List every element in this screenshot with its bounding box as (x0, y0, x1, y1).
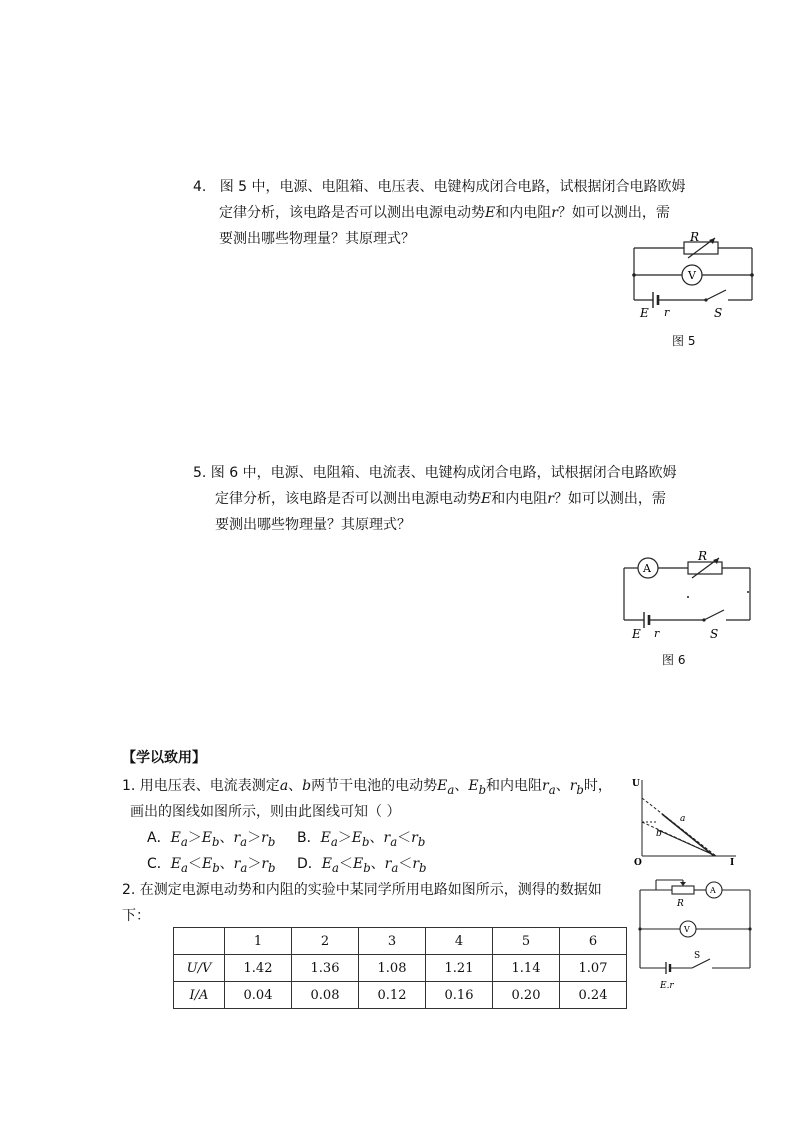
q4-text: ？如可以测出，需 (557, 205, 670, 221)
table-row (174, 982, 627, 1009)
sym: ＜ (398, 856, 413, 872)
table-cell: 2 (292, 928, 359, 955)
label-S: S (710, 627, 719, 641)
q4-E-symbol: E (485, 205, 496, 221)
p1-option-C (147, 854, 276, 878)
sym: E (321, 856, 333, 872)
sym: E (320, 830, 331, 846)
table-cell: 3 (359, 928, 426, 955)
q4-line-2 (219, 203, 670, 223)
q4-text: 和内电阻 (495, 205, 552, 221)
p1-text: 1. 用电压表、电流表测定 (122, 778, 280, 794)
sym: a (332, 860, 339, 875)
p1-text: 和内电阻 (486, 778, 543, 794)
p1-line-1 (122, 776, 612, 800)
sym: 、 (219, 856, 234, 872)
table-cell: 0.20 (493, 982, 560, 1009)
sym: b (362, 834, 370, 849)
q5-line-3: 要测出哪些物理量？其原理式？ (215, 517, 411, 533)
sym: a (180, 834, 188, 849)
p1-sub-b: b (576, 782, 584, 797)
sym: r (261, 856, 269, 872)
option-B-label: B． (297, 830, 321, 846)
section-title: 【学以致用】 (122, 750, 206, 766)
q5-r-symbol: r (547, 491, 554, 507)
sym: r (411, 830, 418, 846)
table-cell: 0.08 (292, 982, 359, 1009)
table-row (174, 955, 627, 982)
sym: E (351, 830, 363, 846)
q5-E-symbol: E (481, 491, 492, 507)
table-cell: 1 (225, 928, 292, 955)
sym: b (417, 834, 426, 849)
figure-5-caption: 图 5 (672, 334, 696, 348)
rheostat-R (672, 886, 694, 894)
label-S: S (714, 306, 723, 320)
table-header-row (174, 928, 627, 955)
axis-I: I (730, 858, 735, 866)
label-r: r (664, 306, 670, 319)
p1-option-D (297, 854, 427, 878)
sym: r (233, 830, 241, 846)
q4-line-3: 要测出哪些物理量？其原理式？ (219, 231, 415, 247)
sym: b (212, 860, 220, 875)
table-cell: 1.42 (225, 955, 292, 982)
option-C-label: C． (147, 856, 171, 872)
sym: r (261, 830, 268, 846)
label-E: E (640, 306, 649, 320)
p1-a: a (279, 778, 289, 794)
label-r: r (654, 627, 660, 640)
p1-sub-b: b (478, 782, 487, 797)
sym: b (419, 860, 427, 875)
label-V: V (688, 269, 696, 282)
p2-circuit (630, 872, 760, 994)
q5-text: 定律分析，该电路是否可以测出电源电动势 (215, 491, 481, 507)
p1-options-AB (147, 828, 275, 852)
sym: E (201, 856, 213, 872)
label-R: R (690, 230, 700, 244)
p2-line-2: 下： (122, 908, 150, 924)
p1-line-2: 画出的图线如图所示，则由此图线可知（ ） (130, 804, 401, 820)
sym: 、 (219, 830, 234, 846)
figure-5-circuit (628, 230, 758, 322)
label-b: b (656, 829, 662, 839)
p1-ra: r (542, 778, 549, 794)
p1-text: 两节干电池的电动势 (311, 778, 438, 794)
origin-O: O (634, 858, 642, 866)
p1-rb: r (569, 778, 577, 794)
label-S: S (694, 951, 701, 961)
table-cell: 4 (426, 928, 493, 955)
table-cell: 0.12 (359, 982, 426, 1009)
p1-Ea: E (437, 778, 448, 794)
row-label-I: I/A (174, 982, 225, 1009)
p1-option-B (297, 828, 425, 852)
figure-6-circuit (620, 548, 760, 644)
sym: a (390, 834, 398, 849)
sym: r (383, 830, 391, 846)
sym: ＞ (247, 856, 262, 872)
sym: 、 (369, 830, 384, 846)
option-D-label: D． (297, 856, 322, 872)
sym: a (240, 834, 248, 849)
label-Er: E.r (660, 981, 674, 991)
sym: b (363, 860, 371, 875)
p1-sub-a: a (548, 782, 556, 797)
q4-line-1: 4. 图 5 中，电源、电阻箱、电压表、电键构成闭合电路，试根据闭合电路欧姆 (193, 179, 686, 195)
q4-r-symbol: r (551, 205, 558, 221)
p1-b: b (302, 778, 312, 794)
sym: ＞ (337, 830, 352, 846)
table-cell: 1.14 (493, 955, 560, 982)
p1-sep: 、 (454, 778, 469, 794)
table-cell: 1.08 (359, 955, 426, 982)
label-V: V (684, 925, 690, 934)
figure-6-caption: 图 6 (662, 653, 686, 667)
sym: a (391, 860, 399, 875)
label-R: R (698, 549, 708, 563)
label-A: A (710, 886, 716, 895)
table-cell: 0.16 (426, 982, 493, 1009)
ui-graph (630, 770, 750, 866)
sym: ＞ (187, 830, 202, 846)
sym: ＞ (247, 830, 262, 846)
table-cell: 6 (560, 928, 627, 955)
sym: r (412, 856, 420, 872)
p1-text: 时， (583, 778, 612, 794)
table-cell: 1.36 (292, 955, 359, 982)
sym: ＜ (397, 830, 412, 846)
p1-Eb: E (468, 778, 479, 794)
sym: E (170, 830, 181, 846)
q5-text: 和内电阻 (491, 491, 548, 507)
sym: E (352, 856, 364, 872)
sym: b (267, 834, 276, 849)
p1-sep: 、 (555, 778, 570, 794)
sym: E (201, 830, 212, 846)
sym: a (330, 834, 338, 849)
table-cell: 0.24 (560, 982, 627, 1009)
data-table (173, 927, 627, 1009)
sym: b (212, 834, 220, 849)
p1-sep: 、 (288, 778, 303, 794)
sym: E (170, 856, 182, 872)
table-cell: 1.07 (560, 955, 627, 982)
sym: 、 (370, 856, 385, 872)
label-a: a (680, 814, 686, 824)
q5-text: ？如可以测出，需 (553, 491, 666, 507)
sym: r (384, 856, 392, 872)
label-R: R (677, 899, 684, 909)
table-cell: 5 (493, 928, 560, 955)
label-E: E (632, 627, 641, 641)
row-label-U: U/V (174, 955, 225, 982)
table-cell: 1.21 (426, 955, 493, 982)
sym: r (233, 856, 241, 872)
sym: ＜ (187, 856, 202, 872)
q5-line-1: 5. 图 6 中，电源、电阻箱、电流表、电键构成闭合电路，试根据闭合电路欧姆 (193, 465, 677, 481)
q5-line-2 (215, 489, 666, 509)
axis-U: U (632, 779, 640, 789)
table-cell: 0.04 (225, 982, 292, 1009)
p2-line-1: 2. 在测定电源电动势和内阻的实验中某同学所用电路如图所示，测得的数据如 (122, 882, 602, 898)
q4-text: 定律分析，该电路是否可以测出电源电动势 (219, 205, 485, 221)
option-A-label: A． (147, 830, 171, 846)
sym: a (240, 860, 248, 875)
label-A: A (643, 562, 651, 575)
sym: a (181, 860, 188, 875)
table-cell (174, 928, 225, 955)
sym: ＜ (338, 856, 353, 872)
p1-sub-a: a (447, 782, 455, 797)
sym: b (268, 860, 276, 875)
